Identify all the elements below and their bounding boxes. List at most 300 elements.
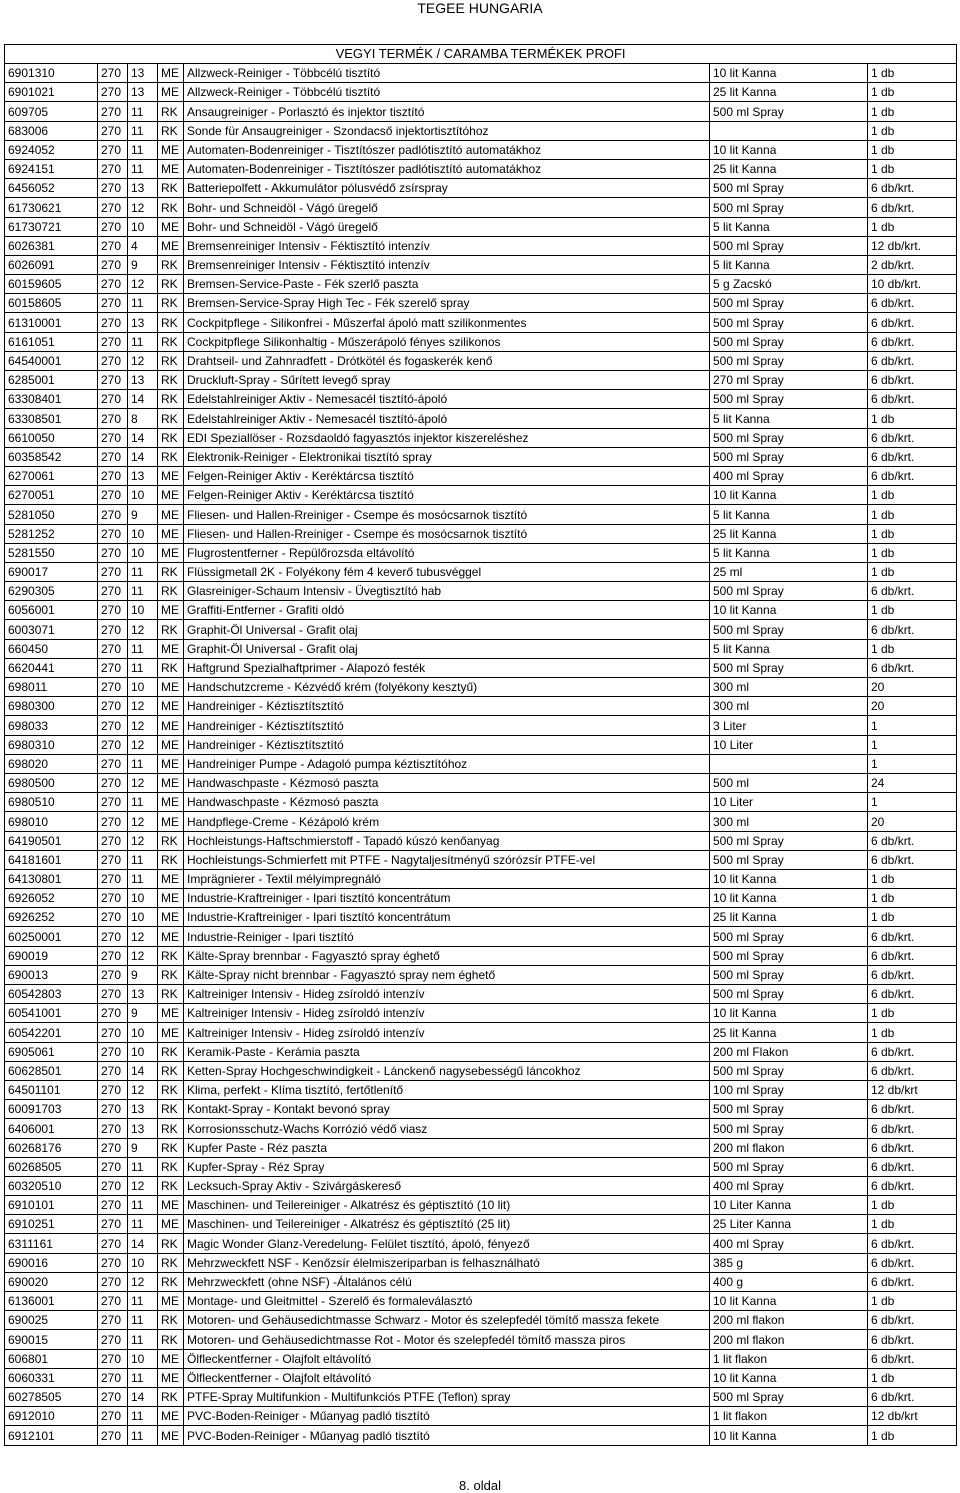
quantity-cell: 1 db: [868, 409, 957, 428]
quantity-cell: 1: [868, 754, 957, 773]
table-row: [5, 275, 957, 294]
subgroup-code-cell: 11: [128, 658, 158, 677]
unit-code-cell: RK: [158, 1157, 184, 1176]
table-row: [5, 908, 957, 927]
group-code-cell: 270: [98, 1215, 128, 1234]
package-cell: 400 g: [710, 1272, 868, 1291]
subgroup-code-cell: 11: [128, 1292, 158, 1311]
description-cell: Bremsenreiniger Intensiv - Féktisztító intenzív: [184, 255, 710, 274]
table-row: [5, 409, 957, 428]
package-cell: 3 Liter: [710, 716, 868, 735]
description-cell: Kälte-Spray brennbar - Fagyasztó spray éghető: [184, 946, 710, 965]
item-code-cell: 690019: [5, 946, 98, 965]
description-cell: Maschinen- und Teilereiniger - Alkatrész és géptisztító (25 lit): [184, 1215, 710, 1234]
package-cell: 10 lit Kanna: [710, 64, 868, 83]
unit-code-cell: RK: [158, 965, 184, 984]
table-row: [5, 850, 957, 869]
description-cell: Glasreiniger-Schaum Intensiv - Üvegtisztító hab: [184, 582, 710, 601]
item-code-cell: 60358542: [5, 447, 98, 466]
table-row: [5, 812, 957, 831]
subgroup-code-cell: 10: [128, 678, 158, 697]
unit-code-cell: ME: [158, 754, 184, 773]
table-row: [5, 332, 957, 351]
description-cell: Edelstahlreiniger Aktiv - Nemesacél tisztító-ápoló: [184, 409, 710, 428]
description-cell: Klima, perfekt - Klíma tisztító, fertőtlenítő: [184, 1080, 710, 1099]
subgroup-code-cell: 11: [128, 1196, 158, 1215]
item-code-cell: 606801: [5, 1349, 98, 1368]
unit-code-cell: RK: [158, 198, 184, 217]
package-cell: 25 lit Kanna: [710, 908, 868, 927]
table-row: [5, 1119, 957, 1138]
table-row: [5, 217, 957, 236]
subgroup-code-cell: 11: [128, 793, 158, 812]
item-code-cell: 60268176: [5, 1138, 98, 1157]
package-cell: 300 ml: [710, 697, 868, 716]
group-code-cell: 270: [98, 1349, 128, 1368]
subgroup-code-cell: 14: [128, 1061, 158, 1080]
subgroup-code-cell: 12: [128, 275, 158, 294]
description-cell: Handreiniger Pumpe - Adagoló pumpa kéztisztítóhoz: [184, 754, 710, 773]
description-cell: Automaten-Bodenreiniger - Tisztítószer padlótisztító automatákhoz: [184, 140, 710, 159]
unit-code-cell: ME: [158, 927, 184, 946]
package-cell: 500 ml Spray: [710, 1119, 868, 1138]
unit-code-cell: ME: [158, 466, 184, 485]
package-cell: 10 lit Kanna: [710, 1292, 868, 1311]
group-code-cell: 270: [98, 505, 128, 524]
group-code-cell: 270: [98, 466, 128, 485]
unit-code-cell: ME: [158, 773, 184, 792]
description-cell: Korrosionsschutz-Wachs Korrózió védő viasz: [184, 1119, 710, 1138]
description-cell: Graphit-Öl Universal - Grafit olaj: [184, 639, 710, 658]
quantity-cell: 1 db: [868, 601, 957, 620]
unit-code-cell: RK: [158, 179, 184, 198]
unit-code-cell: ME: [158, 793, 184, 812]
item-code-cell: 5281050: [5, 505, 98, 524]
group-code-cell: 270: [98, 1368, 128, 1387]
package-cell: 500 ml Spray: [710, 351, 868, 370]
item-code-cell: 60278505: [5, 1387, 98, 1406]
description-cell: Ölfleckentferner - Olajfolt eltávolító: [184, 1368, 710, 1387]
quantity-cell: 6 db/krt.: [868, 332, 957, 351]
subgroup-code-cell: 14: [128, 447, 158, 466]
description-cell: Edelstahlreiniger Aktiv - Nemesacél tisztító-ápoló: [184, 390, 710, 409]
subgroup-code-cell: 13: [128, 179, 158, 198]
group-code-cell: 270: [98, 217, 128, 236]
table-row: [5, 505, 957, 524]
package-cell: 500 ml Spray: [710, 332, 868, 351]
item-code-cell: 6311161: [5, 1234, 98, 1253]
item-code-cell: 60091703: [5, 1100, 98, 1119]
group-code-cell: 270: [98, 1138, 128, 1157]
quantity-cell: 1 db: [868, 140, 957, 159]
item-code-cell: 6905061: [5, 1042, 98, 1061]
quantity-cell: 6 db/krt.: [868, 1311, 957, 1330]
subgroup-code-cell: 8: [128, 409, 158, 428]
description-cell: Handreiniger - Kéztisztítsztító: [184, 716, 710, 735]
quantity-cell: 1: [868, 735, 957, 754]
item-code-cell: 64540001: [5, 351, 98, 370]
table-row: [5, 735, 957, 754]
item-code-cell: 60628501: [5, 1061, 98, 1080]
table-row: [5, 102, 957, 121]
unit-code-cell: ME: [158, 735, 184, 754]
quantity-cell: 6 db/krt.: [868, 313, 957, 332]
quantity-cell: 6 db/krt.: [868, 582, 957, 601]
subgroup-code-cell: 13: [128, 985, 158, 1004]
unit-code-cell: ME: [158, 1215, 184, 1234]
unit-code-cell: ME: [158, 1292, 184, 1311]
package-cell: 1 lit flakon: [710, 1349, 868, 1368]
subgroup-code-cell: 11: [128, 159, 158, 178]
item-code-cell: 690013: [5, 965, 98, 984]
item-code-cell: 6026091: [5, 255, 98, 274]
unit-code-cell: ME: [158, 1023, 184, 1042]
quantity-cell: 1 db: [868, 121, 957, 140]
description-cell: Cockpitpflege Silikonhaltig - Műszerápoló fényes szilikonos: [184, 332, 710, 351]
package-cell: 300 ml: [710, 678, 868, 697]
subgroup-code-cell: 12: [128, 1080, 158, 1099]
subgroup-code-cell: 12: [128, 697, 158, 716]
item-code-cell: 60541001: [5, 1004, 98, 1023]
subgroup-code-cell: 13: [128, 466, 158, 485]
group-code-cell: 270: [98, 102, 128, 121]
item-code-cell: 6901021: [5, 83, 98, 102]
package-cell: 500 ml Spray: [710, 946, 868, 965]
table-row: [5, 371, 957, 390]
group-code-cell: 270: [98, 678, 128, 697]
unit-code-cell: RK: [158, 1311, 184, 1330]
quantity-cell: 20: [868, 678, 957, 697]
subgroup-code-cell: 10: [128, 524, 158, 543]
item-code-cell: 6980310: [5, 735, 98, 754]
unit-code-cell: RK: [158, 1387, 184, 1406]
description-cell: Fliesen- und Hallen-Rreiniger - Csempe és mosócsarnok tisztító: [184, 524, 710, 543]
description-cell: Allzweck-Reiniger - Többcélú tisztító: [184, 83, 710, 102]
unit-code-cell: ME: [158, 159, 184, 178]
package-cell: 200 ml flakon: [710, 1330, 868, 1349]
quantity-cell: 1 db: [868, 159, 957, 178]
unit-code-cell: RK: [158, 1330, 184, 1349]
table-row: [5, 620, 957, 639]
package-cell: 5 lit Kanna: [710, 217, 868, 236]
package-cell: 500 ml Spray: [710, 294, 868, 313]
unit-code-cell: RK: [158, 294, 184, 313]
description-cell: Handreiniger - Kéztisztítsztító: [184, 697, 710, 716]
table-row: [5, 773, 957, 792]
unit-code-cell: RK: [158, 371, 184, 390]
group-code-cell: 270: [98, 639, 128, 658]
subgroup-code-cell: 14: [128, 390, 158, 409]
package-cell: 500 ml Spray: [710, 1387, 868, 1406]
item-code-cell: 5281252: [5, 524, 98, 543]
item-code-cell: 6270061: [5, 466, 98, 485]
table-row: [5, 1196, 957, 1215]
table-row: [5, 985, 957, 1004]
unit-code-cell: ME: [158, 716, 184, 735]
description-cell: Motoren- und Gehäusedichtmasse Schwarz - Motor és szelepfedél tömítő massza fekete: [184, 1311, 710, 1330]
package-cell: 25 lit Kanna: [710, 524, 868, 543]
item-code-cell: 660450: [5, 639, 98, 658]
unit-code-cell: ME: [158, 1426, 184, 1445]
unit-code-cell: RK: [158, 1176, 184, 1195]
description-cell: Felgen-Reiniger Aktiv - Keréktárcsa tisztító: [184, 486, 710, 505]
item-code-cell: 64181601: [5, 850, 98, 869]
quantity-cell: 1 db: [868, 1215, 957, 1234]
quantity-cell: 1 db: [868, 869, 957, 888]
package-cell: 500 ml Spray: [710, 179, 868, 198]
quantity-cell: 1: [868, 716, 957, 735]
description-cell: Bremsenreiniger Intensiv - Féktisztító intenzív: [184, 236, 710, 255]
item-code-cell: 6620441: [5, 658, 98, 677]
unit-code-cell: ME: [158, 1196, 184, 1215]
unit-code-cell: ME: [158, 1368, 184, 1387]
group-code-cell: 270: [98, 447, 128, 466]
quantity-cell: 6 db/krt.: [868, 1330, 957, 1349]
description-cell: Automaten-Bodenreiniger - Tisztítószer padlótisztító automatákhoz: [184, 159, 710, 178]
group-code-cell: 270: [98, 985, 128, 1004]
quantity-cell: 6 db/krt.: [868, 1119, 957, 1138]
quantity-cell: 1 db: [868, 908, 957, 927]
table-row: [5, 236, 957, 255]
item-code-cell: 6290305: [5, 582, 98, 601]
item-code-cell: 6980300: [5, 697, 98, 716]
unit-code-cell: ME: [158, 812, 184, 831]
quantity-cell: 1 db: [868, 102, 957, 121]
table-row: [5, 428, 957, 447]
unit-code-cell: RK: [158, 1234, 184, 1253]
unit-code-cell: ME: [158, 869, 184, 888]
table-row: [5, 1004, 957, 1023]
description-cell: Bremsen-Service-Paste - Fék szerlő paszta: [184, 275, 710, 294]
package-cell: 10 lit Kanna: [710, 1426, 868, 1445]
item-code-cell: 6003071: [5, 620, 98, 639]
subgroup-code-cell: 9: [128, 505, 158, 524]
item-code-cell: 6901310: [5, 64, 98, 83]
item-code-cell: 60320510: [5, 1176, 98, 1195]
unit-code-cell: RK: [158, 1080, 184, 1099]
table-row: [5, 927, 957, 946]
subgroup-code-cell: 10: [128, 1253, 158, 1272]
table-row: [5, 1080, 957, 1099]
item-code-cell: 6406001: [5, 1119, 98, 1138]
group-code-cell: 270: [98, 946, 128, 965]
table-row: [5, 1272, 957, 1291]
package-cell: 25 Liter Kanna: [710, 1215, 868, 1234]
unit-code-cell: RK: [158, 447, 184, 466]
group-code-cell: 270: [98, 1311, 128, 1330]
item-code-cell: 6285001: [5, 371, 98, 390]
description-cell: PVC-Boden-Reiniger - Műanyag padló tisztító: [184, 1426, 710, 1445]
subgroup-code-cell: 11: [128, 102, 158, 121]
package-cell: 500 ml Spray: [710, 390, 868, 409]
group-code-cell: 270: [98, 64, 128, 83]
group-code-cell: 270: [98, 1407, 128, 1426]
table-row: [5, 869, 957, 888]
package-cell: 10 lit Kanna: [710, 486, 868, 505]
description-cell: Keramik-Paste - Kerámia paszta: [184, 1042, 710, 1061]
quantity-cell: 1 db: [868, 524, 957, 543]
subgroup-code-cell: 12: [128, 773, 158, 792]
item-code-cell: 61730621: [5, 198, 98, 217]
quantity-cell: 1 db: [868, 83, 957, 102]
item-code-cell: 6060331: [5, 1368, 98, 1387]
unit-code-cell: ME: [158, 83, 184, 102]
subgroup-code-cell: 4: [128, 236, 158, 255]
group-code-cell: 270: [98, 1004, 128, 1023]
unit-code-cell: RK: [158, 1253, 184, 1272]
unit-code-cell: RK: [158, 946, 184, 965]
group-code-cell: 270: [98, 1023, 128, 1042]
item-code-cell: 6926252: [5, 908, 98, 927]
quantity-cell: 6 db/krt.: [868, 850, 957, 869]
group-code-cell: 270: [98, 1061, 128, 1080]
subgroup-code-cell: 13: [128, 1100, 158, 1119]
description-cell: Handreiniger - Kéztisztítsztító: [184, 735, 710, 754]
package-cell: 200 ml flakon: [710, 1138, 868, 1157]
package-cell: 500 ml Spray: [710, 1061, 868, 1080]
unit-code-cell: RK: [158, 275, 184, 294]
description-cell: Flüssigmetall 2K - Folyékony fém 4 keverő tubusvéggel: [184, 562, 710, 581]
package-cell: 10 lit Kanna: [710, 869, 868, 888]
package-cell: [710, 121, 868, 140]
unit-code-cell: RK: [158, 1119, 184, 1138]
item-code-cell: 6910101: [5, 1196, 98, 1215]
description-cell: Bohr- und Schneidöl - Vágó üregelő: [184, 198, 710, 217]
group-code-cell: 270: [98, 1272, 128, 1291]
table-row: [5, 1368, 957, 1387]
description-cell: Handwaschpaste - Kézmosó paszta: [184, 773, 710, 792]
unit-code-cell: ME: [158, 524, 184, 543]
group-code-cell: 270: [98, 735, 128, 754]
unit-code-cell: ME: [158, 1004, 184, 1023]
description-cell: Imprägnierer - Textil mélyimpregnáló: [184, 869, 710, 888]
unit-code-cell: RK: [158, 1272, 184, 1291]
subgroup-code-cell: 11: [128, 1407, 158, 1426]
subgroup-code-cell: 11: [128, 294, 158, 313]
group-code-cell: 270: [98, 1119, 128, 1138]
package-cell: [710, 754, 868, 773]
item-code-cell: 61730721: [5, 217, 98, 236]
quantity-cell: 10 db/krt.: [868, 275, 957, 294]
description-cell: Handschutzcreme - Kézvédő krém (folyékony kesztyű): [184, 678, 710, 697]
quantity-cell: 6 db/krt.: [868, 179, 957, 198]
item-code-cell: 6136001: [5, 1292, 98, 1311]
package-cell: 500 ml Spray: [710, 582, 868, 601]
group-code-cell: 270: [98, 927, 128, 946]
package-cell: 500 ml Spray: [710, 1157, 868, 1176]
package-cell: 200 ml Flakon: [710, 1042, 868, 1061]
description-cell: Ölfleckentferner - Olajfolt eltávolító: [184, 1349, 710, 1368]
unit-code-cell: RK: [158, 1042, 184, 1061]
item-code-cell: 6026381: [5, 236, 98, 255]
quantity-cell: 1 db: [868, 1004, 957, 1023]
description-cell: EDI Speziallöser - Rozsdaoldó fagyasztós injektor kiszereléshez: [184, 428, 710, 447]
table-row: [5, 294, 957, 313]
table-row: [5, 697, 957, 716]
quantity-cell: 6 db/krt.: [868, 371, 957, 390]
unit-code-cell: RK: [158, 831, 184, 850]
group-code-cell: 270: [98, 236, 128, 255]
table-row: [5, 159, 957, 178]
unit-code-cell: RK: [158, 121, 184, 140]
subgroup-code-cell: 11: [128, 869, 158, 888]
table-row: [5, 486, 957, 505]
group-code-cell: 270: [98, 1042, 128, 1061]
group-code-cell: 270: [98, 601, 128, 620]
unit-code-cell: ME: [158, 1349, 184, 1368]
package-cell: 10 Liter: [710, 735, 868, 754]
unit-code-cell: ME: [158, 236, 184, 255]
quantity-cell: 6 db/krt.: [868, 831, 957, 850]
subgroup-code-cell: 12: [128, 946, 158, 965]
description-cell: Kaltreiniger Intensiv - Hideg zsíroldó intenzív: [184, 1023, 710, 1042]
quantity-cell: 20: [868, 812, 957, 831]
description-cell: Cockpitpflege - Silikonfrei - Műszerfal ápoló matt szilikonmentes: [184, 313, 710, 332]
group-code-cell: 270: [98, 524, 128, 543]
subgroup-code-cell: 11: [128, 850, 158, 869]
description-cell: PVC-Boden-Reiniger - Műanyag padló tisztító: [184, 1407, 710, 1426]
group-code-cell: 270: [98, 869, 128, 888]
table-row: [5, 1253, 957, 1272]
description-cell: Ketten-Spray Hochgeschwindigkeit - Lánckenő nagysebességű láncokhoz: [184, 1061, 710, 1080]
description-cell: Handpflege-Creme - Kézápoló krém: [184, 812, 710, 831]
table-row: [5, 946, 957, 965]
item-code-cell: 698010: [5, 812, 98, 831]
package-cell: 500 ml Spray: [710, 102, 868, 121]
table-row: [5, 524, 957, 543]
subgroup-code-cell: 11: [128, 754, 158, 773]
item-code-cell: 690015: [5, 1330, 98, 1349]
item-code-cell: 64501101: [5, 1080, 98, 1099]
group-code-cell: 270: [98, 121, 128, 140]
description-cell: PTFE-Spray Multifunkion - Multifunkciós PTFE (Teflon) spray: [184, 1387, 710, 1406]
table-row: [5, 562, 957, 581]
unit-code-cell: ME: [158, 908, 184, 927]
item-code-cell: 6912010: [5, 1407, 98, 1426]
item-code-cell: 6910251: [5, 1215, 98, 1234]
description-cell: Industrie-Reiniger - Ipari tisztító: [184, 927, 710, 946]
table-row: [5, 543, 957, 562]
package-cell: 25 lit Kanna: [710, 83, 868, 102]
quantity-cell: 6 db/krt.: [868, 1234, 957, 1253]
table-row: [5, 889, 957, 908]
subgroup-code-cell: 11: [128, 639, 158, 658]
description-cell: Druckluft-Spray - Sűrített levegő spray: [184, 371, 710, 390]
unit-code-cell: ME: [158, 889, 184, 908]
item-code-cell: 698011: [5, 678, 98, 697]
group-code-cell: 270: [98, 697, 128, 716]
unit-code-cell: ME: [158, 505, 184, 524]
unit-code-cell: RK: [158, 582, 184, 601]
unit-code-cell: RK: [158, 620, 184, 639]
group-code-cell: 270: [98, 294, 128, 313]
description-cell: Allzweck-Reiniger - Többcélú tisztító: [184, 64, 710, 83]
subgroup-code-cell: 10: [128, 1042, 158, 1061]
package-cell: 400 ml Spray: [710, 466, 868, 485]
subgroup-code-cell: 11: [128, 1368, 158, 1387]
group-code-cell: 270: [98, 850, 128, 869]
group-code-cell: 270: [98, 620, 128, 639]
subgroup-code-cell: 11: [128, 582, 158, 601]
unit-code-cell: RK: [158, 1138, 184, 1157]
description-cell: Hochleistungs-Schmierfett mit PTFE - Nagytaljesítményű szórózsír PTFE-vel: [184, 850, 710, 869]
item-code-cell: 698033: [5, 716, 98, 735]
subgroup-code-cell: 10: [128, 543, 158, 562]
package-cell: 200 ml flakon: [710, 1311, 868, 1330]
table-row: [5, 255, 957, 274]
subgroup-code-cell: 14: [128, 428, 158, 447]
table-row: [5, 1042, 957, 1061]
